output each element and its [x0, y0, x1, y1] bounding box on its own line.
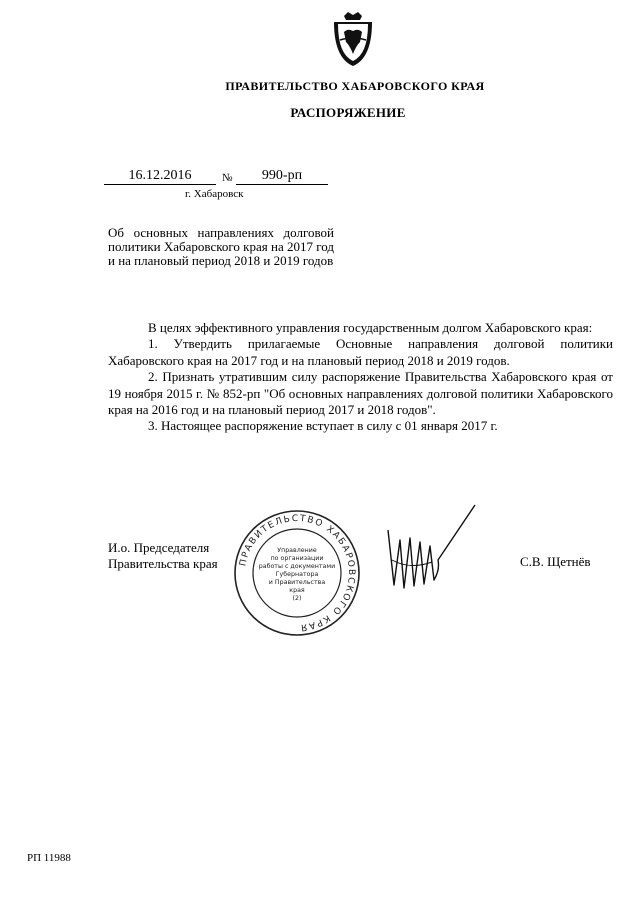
document-subject: Об основных направлениях долговой политики Хабаровского края на 2017 год и на плановый период 2018 и 2019 годов [108, 225, 334, 268]
seal-line: работы с документами [258, 563, 336, 570]
signatory-title [108, 540, 218, 572]
footer-code: РП 11988 [27, 852, 71, 864]
signatory-name: С.В. Щетнёв [520, 554, 591, 569]
seal-line: (2) [292, 595, 302, 602]
government-title: ПРАВИТЕЛЬСТВО ХАБАРОВСКОГО КРАЯ [225, 79, 485, 93]
city: г. Хабаровск [185, 188, 244, 200]
signatory-title-line2: Правительства края [108, 556, 218, 571]
document-number: 990-рп [236, 168, 328, 185]
document-body [108, 320, 613, 435]
official-seal-icon [232, 508, 362, 638]
seal-line: по организации [270, 555, 324, 562]
signatory-title-line1: И.о. Председателя [108, 540, 210, 555]
handwritten-signature-icon [380, 500, 480, 600]
document-date: 16.12.2016 [104, 168, 216, 185]
number-sign: № [222, 172, 233, 184]
seal-line: и Правительства [268, 579, 326, 586]
document-type: РАСПОРЯЖЕНИЕ [290, 105, 406, 120]
khabarovsk-emblem-icon [330, 10, 376, 70]
paragraph-2: 2. Признать утратившим силу распоряжение Правительства Хабаровского края от 19 ноября 2015 г. № 852-рп "Об основных направлениях долговой политики Хабаровского края на 2016 год и на плановый период 2017 и 2018 годов". [108, 369, 613, 418]
seal-line: Управление [277, 547, 317, 554]
paragraph-1: 1. Утвердить прилагаемые Основные направления долговой политики Хабаровского края на 2017 год и на плановый период 2018 и 2019 годов. [108, 336, 613, 368]
seal-line: Губернатора [275, 571, 319, 578]
seal-line: края [289, 587, 305, 594]
paragraph-3: 3. Настоящее распоряжение вступает в силу с 01 января 2017 г. [148, 418, 498, 434]
seal-outer-text: ПРАВИТЕЛЬСТВО ХАБАРОВСКОГО КРАЯ [238, 513, 357, 633]
paragraph-intro: В целях эффективного управления государственным долгом Хабаровского края: [148, 320, 593, 335]
